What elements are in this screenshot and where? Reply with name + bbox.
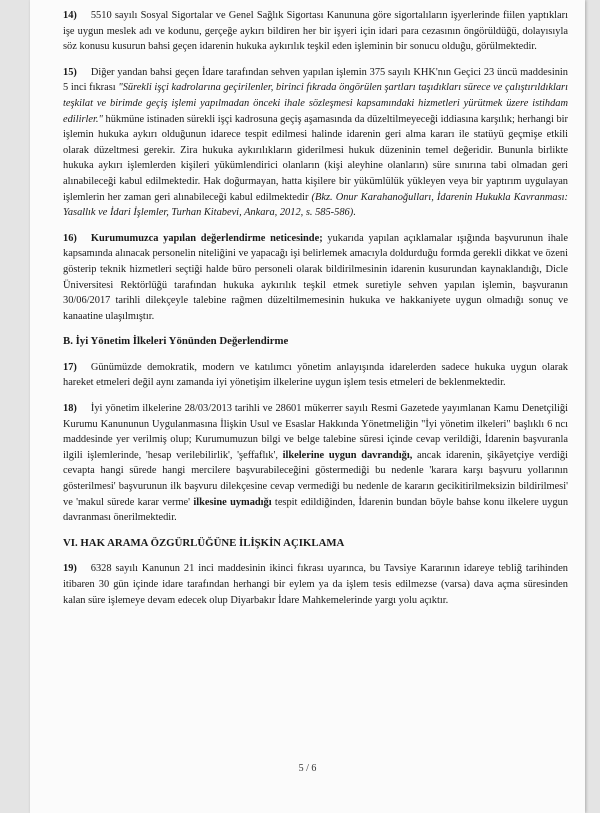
bold-phrase: ilkesine uymadığı bbox=[193, 496, 272, 508]
paragraph-text: tespit edildiğinden, İdarenin bundan böyle bahse konu ilkelere uygun davranması önerilmektedir. bbox=[63, 496, 569, 524]
paragraph-text: . bbox=[353, 207, 356, 219]
paragraph-number: 15) bbox=[63, 66, 77, 78]
section-heading-vi: VI. HAK ARAMA ÖZGÜRLÜĞÜNE İLİŞKİN AÇIKLAMA bbox=[63, 536, 345, 549]
paragraph-number: 14) bbox=[63, 10, 77, 21]
paragraph-text: Diğer yandan bahsi geçen İdare tarafından sehven yapılan işlemin 375 sayılı KHK'nın Geçici 23 üncü maddesinin 5 inci fıkrası bbox=[63, 66, 568, 94]
document-page bbox=[30, 0, 585, 813]
paragraph-text: 5510 sayılı Sosyal Sigortalar ve Genel Sağlık Sigortası Kanununa göre sigortalıların işyerlerinde fiilen yaptıkları işe uygun meslek adı ve kodunu, gerçeğe aykırı bildiren her bir işyeri için idari para cezasının öngörüldüğü, dolayısıyla söz konusu kusurun bahsi geçen idarenin hukuka aykırılık teşkil eden işleminin bir sonucu olduğu, görülmektedir. bbox=[63, 10, 568, 53]
section-heading-b: B. İyi Yönetim İlkeleri Yönünden Değerlendirme bbox=[63, 335, 289, 348]
paragraph-number: 16) bbox=[63, 232, 77, 244]
paragraph-text: Günümüzde demokratik, modern ve katılımcı yönetim anlayışında idarelerden sadece hukuka uygun olarak hareket etmeleri değil aynı zamanda iyi yönetişim ilkelerine uygun işlem tesis etmeleri de beklenmektedir. bbox=[63, 361, 568, 389]
paragraph-17 bbox=[63, 360, 568, 391]
paragraph-text: yukarıda yapılan açıklamalar ışığında başvurunun ihale kapsamında alınacak personelin niteliğini ve yapacağı işi belirlemek amacıyla doldurduğu formda gerekli dikkat ve özeni gösterip teknik hizmetleri seçtiği halde büro personeli olarak bildirilmesinin idarenin kusurundan kaynaklandığı, Dicle Üniversitesi Rektörlüğü tarafından hukuka aykırılık teşkil etmek suretiyle sehven yapılan işlemin, başvuranın 30/06/2017 tarihli dilekçeyle talebine rağmen düzeltilmemesinin hukuka ve hakkaniyete uygun olmadığı sonuç ve kanaatine ulaşılmıştır. bbox=[63, 232, 568, 322]
paragraph-text: İyi yönetim ilkelerine 28/03/2013 tarihli ve 28601 mükerrer sayılı Resmi Gazetede yayımlanan Kamu Denetçiliği Kurumu Kanununun Uygulanmasına İlişkin Usul ve Esaslar Hakkında Yönetmeliğin "İyi yönetim ilkeleri" başlıklı 6 ncı maddesinde yer verilmiş olup; Kurumumuzun bilgi ve belge talebine süresi içinde cevap verildiği, İdarenin başvuranla ilgili işlemlerinde, 'hesap verilebilirlik', 'şeffaflık', bbox=[63, 403, 568, 461]
paragraph-number: 18) bbox=[63, 403, 77, 415]
paragraph-text: ancak idarenin, şikâyetçiye verdiği cevapta hangi sürede hangi mercilere başvurabileceğini göstermediği bu nedenle 'karara karşı başvuru yollarının gösterilmesi' başvurunun ilk başvuru dilekçesine cevap vermediği bu nedenle de kararın gecikitirilmeksizin bildirilmesi' ve 'makul sürede karar verme' bbox=[63, 449, 568, 508]
paragraph-text: 6328 sayılı Kanunun 21 inci maddesinin ikinci fıkrası uyarınca, bu Tavsiye Kararının idareye tebliğ tarihinden itibaren 30 gün içinde idare tarafından herhangi bir eylem ya da işlem tesis edilmezse (varsa) dava açma süresinden kalan süre işlemeye devam edecek olup Diyarbakır İdare Mahkemelerinde yargı yolu açıktır. bbox=[63, 563, 568, 606]
bold-lead: Kurumumuzca yapılan değerlendirme neticesinde; bbox=[90, 232, 323, 244]
citation: (Bkz. Onur Karahanoğulları, İdarenin Hukukla Kavranması: Yasallık ve İdari İşlemler, Turhan Kitabevi, Ankara, 2012, s. 585-586) bbox=[63, 191, 568, 219]
paragraph-18 bbox=[63, 401, 568, 526]
paragraph-19 bbox=[63, 561, 568, 608]
bold-phrase: ilkelerine uygun davrandığı, bbox=[282, 449, 413, 461]
paragraph-16 bbox=[63, 231, 568, 325]
paragraph-15 bbox=[63, 65, 568, 221]
paragraph-text: hükmüne istinaden sürekli işçi kadrosuna geçiş aşamasında da düzeltilmeyeceği iddiasına karşılık; herhangi bir işlemin hukuka aykırı olduğunun idarece tespit edilmesi halinde idarenin geri alma kararı ile statüyü geçmişe etkili olarak düzeltmesi gerekir. Zira hukuka aykırılıkların giderilmesi hukuk düzeninin temel değeridir. Bununla birlikte hukuka aykırı işlemlerden kişileri yükümlendirici olanların (kişi aleyhine olanların) süre sınırına tabi olmadan geri alınabileceği kabul edilmektedir. Hak doğurmayan, hatta kişilere bir yükümlülük yükleyen veya bir yaptırım uygulayan işlemlerin her zaman geri alınabileceği kabul edilmektedir bbox=[63, 113, 568, 203]
paragraph-number: 17) bbox=[63, 361, 77, 373]
page-number: 5 / 6 bbox=[298, 763, 317, 774]
paragraph-number: 19) bbox=[63, 563, 77, 575]
quoted-provision: "Sürekli işçi kadrolarına geçirilenler, birinci fıkrada öngörülen şartları taşıdıkları sürece ve çalıştırıldıkları teşkilat ve birimde geçiş işlemi yapılmadan önceki ihale sözleşmesi kapsamındaki hizmetleri yürütmek üzere istihdam edilirler." bbox=[63, 82, 568, 125]
document-body bbox=[63, 8, 568, 618]
paragraph-14 bbox=[63, 8, 568, 55]
